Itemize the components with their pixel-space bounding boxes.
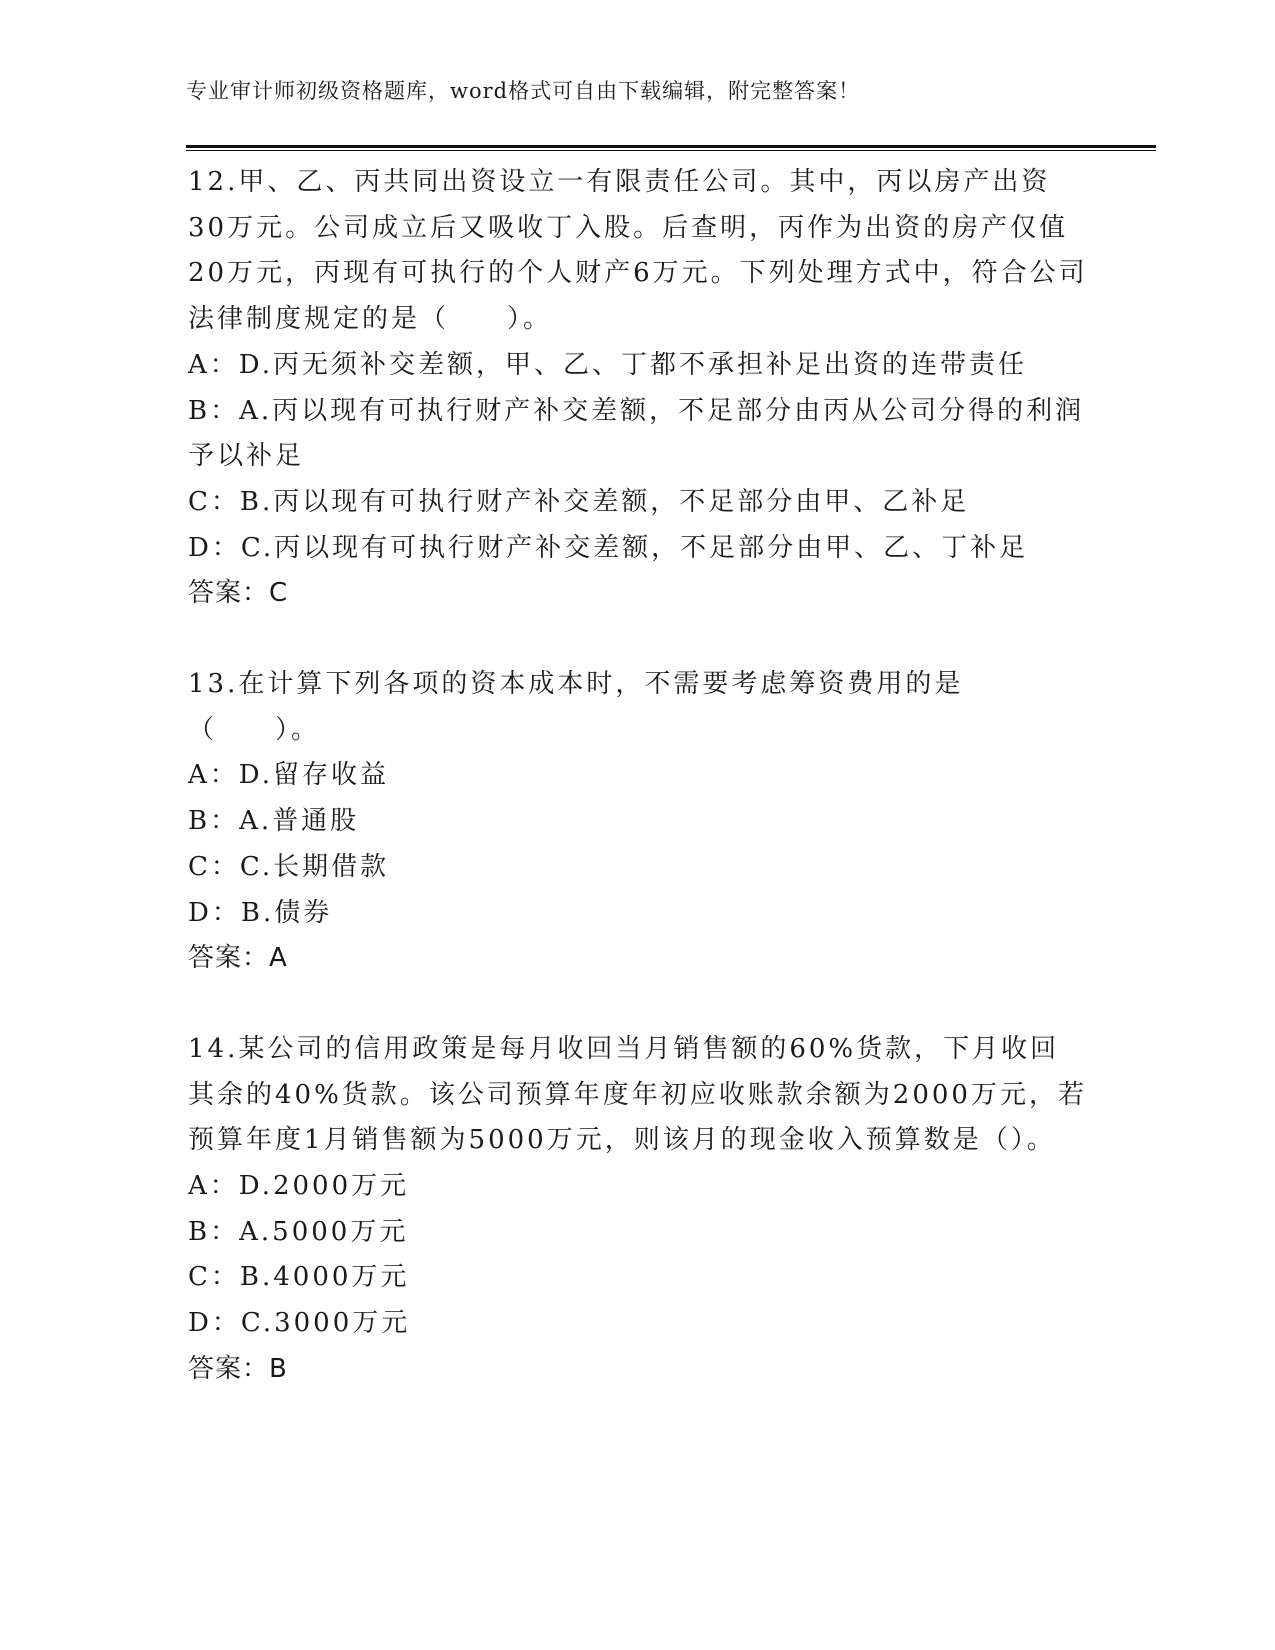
- option-c: C：C.长期借款: [188, 851, 390, 882]
- option-a: A：D.丙无须补交差额，甲、乙、丁都不承担补足出资的连带责任: [188, 349, 1027, 380]
- option-b: B：A.5000万元: [188, 1216, 409, 1247]
- option-d: D：B.债券: [188, 897, 333, 928]
- header-divider-thin: [186, 150, 1156, 151]
- option-c: C：B.4000万元: [188, 1262, 410, 1293]
- question-stem: 13.在计算下列各项的资本成本时，不需要考虑筹资费用的是（ ）。: [188, 669, 964, 745]
- option-a: A：D.2000万元: [188, 1171, 410, 1202]
- option-b: B：A.丙以现有可执行财产补交差额，不足部分由丙从公司分得的利润予以补足: [188, 395, 1085, 472]
- answer-line: 答案：C: [188, 578, 289, 609]
- option-c: C：B.丙以现有可执行财产补交差额，不足部分由甲、乙补足: [188, 486, 970, 517]
- question-12: [188, 160, 1088, 617]
- question-13: [188, 662, 1088, 982]
- option-d: D：C.3000万元: [188, 1308, 411, 1339]
- answer-line: 答案：B: [188, 1353, 288, 1384]
- answer-line: 答案：A: [188, 943, 288, 974]
- header-divider-thick: [186, 145, 1156, 148]
- option-b: B：A.普通股: [188, 806, 360, 837]
- question-stem: 12.甲、乙、丙共同出资设立一有限责任公司。其中，丙以房产出资30万元。公司成立后又吸收丁入股。后查明，丙作为出资的房产仅值20万元，丙现有可执行的个人财产6万元。下列处理方式中，符合公司法律制度规定的是（ ）。: [188, 167, 1088, 335]
- option-a: A：D.留存收益: [188, 760, 389, 791]
- question-list: [188, 160, 1088, 1393]
- document-header: 专业审计师初级资格题库，word格式可自由下载编辑，附完整答案！: [186, 79, 861, 103]
- question-14: [188, 1027, 1088, 1393]
- question-stem: 14.某公司的信用政策是每月收回当月销售额的60%货款，下月收回其余的40%货款。该公司预算年度年初应收账款余额为2000万元，若预算年度1月销售额为5000万元，则该月的现金收入预算数是（）。: [188, 1033, 1087, 1156]
- option-d: D：C.丙以现有可执行财产补交差额，不足部分由甲、乙、丁补足: [188, 532, 1029, 563]
